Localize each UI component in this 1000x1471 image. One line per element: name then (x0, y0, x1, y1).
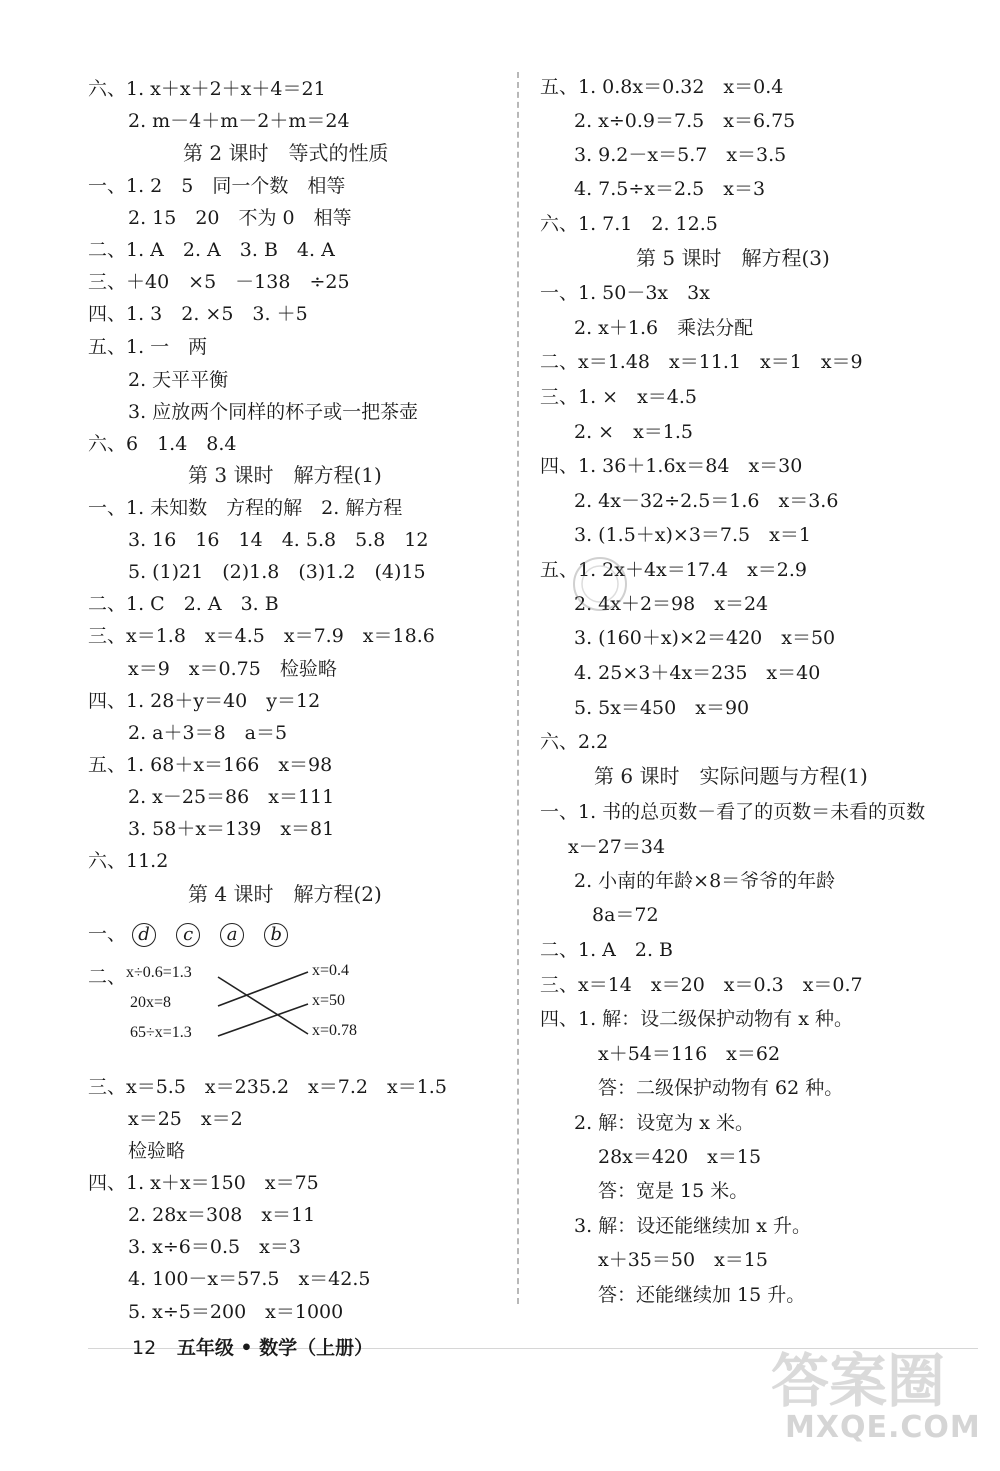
answer-line: 四、1. 3 2. ×5 3. ＋5 (88, 303, 308, 325)
answer-line: 28x＝420 x＝15 (598, 1146, 762, 1168)
answer-line: 二、x＝1.48 x＝11.1 x＝1 x＝9 (540, 351, 863, 373)
answer-line: 一、1. 50－3x 3x (540, 282, 710, 304)
circled-letter: c (176, 923, 200, 947)
answer-line: 3. 应放两个同样的杯子或一把茶壶 (128, 401, 419, 423)
answer-line: 2. 4x＋2＝98 x＝24 (574, 593, 769, 615)
answer-line: 2. x÷0.9＝7.5 x＝6.75 (574, 110, 796, 132)
answer-line: 四、1. 28＋y＝40 y＝12 (88, 690, 321, 712)
answer-line: 3. (160＋x)×2＝420 x＝50 (574, 627, 836, 649)
answer-line: 3. 16 16 14 4. 5.8 5.8 12 (128, 529, 429, 551)
answer-line: 六、6 1.4 8.4 (88, 433, 237, 455)
answer-line: 答：二级保护动物有 62 种。 (598, 1077, 844, 1099)
watermark-logo (763, 1328, 981, 1463)
answer-line: 2. a＋3＝8 a＝5 (128, 722, 288, 744)
answer-line: 4. 100－x＝57.5 x＝42.5 (128, 1268, 371, 1290)
answer-line: 五、1. 一 两 (88, 336, 208, 358)
matching-lines (88, 958, 388, 1058)
answer-line: 2. 小南的年龄×8＝爷爷的年龄 (574, 870, 836, 892)
book-title: 五年级 • 数学（上册） (176, 1337, 374, 1359)
answer-line: 五、1. 68＋x＝166 x＝98 (88, 754, 333, 776)
match-right-item: x=0.4 (312, 962, 350, 979)
circle-answer-row (88, 922, 302, 946)
answer-line: 二、1. C 2. A 3. B (88, 593, 279, 615)
answer-line: 三、x＝14 x＝20 x＝0.3 x＝0.7 (540, 974, 863, 996)
section-heading: 第 5 课时 解方程(3) (636, 246, 830, 270)
answer-line: 2. 天平平衡 (128, 369, 229, 391)
match-left-item: 65÷x=1.3 (130, 1024, 192, 1041)
answer-line: 六、1. 7.1 2. 12.5 (540, 213, 718, 235)
answer-line: 5. (1)21 (2)1.8 (3)1.2 (4)15 (128, 561, 426, 583)
answer-line: 3. x÷6＝0.5 x＝3 (128, 1236, 301, 1258)
answer-line: 4. 7.5÷x＝2.5 x＝3 (574, 178, 766, 200)
page-number: 12 (132, 1337, 157, 1359)
circled-letter: d (132, 923, 156, 947)
answer-line: x＋54＝116 x＝62 (598, 1043, 781, 1065)
match-left-item: x÷0.6=1.3 (126, 964, 192, 981)
answer-line: x＋35＝50 x＝15 (598, 1249, 768, 1271)
match-right-item: x=0.78 (312, 1022, 358, 1039)
answer-line: 3. (1.5＋x)×3＝7.5 x＝1 (574, 524, 811, 546)
answer-line: x＝25 x＝2 (128, 1108, 243, 1130)
section-heading: 第 2 课时 等式的性质 (183, 141, 389, 165)
question-number: 二、 (88, 966, 127, 988)
page-footer (132, 1333, 373, 1360)
answer-line: 2. 28x＝308 x＝11 (128, 1204, 316, 1226)
answer-line: 二、1. A 2. A 3. B 4. A (88, 239, 335, 261)
answer-line: 2. x＋1.6 乘法分配 (574, 317, 754, 339)
answer-line: 六、1. x＋x＋2＋x＋4＝21 (88, 78, 326, 100)
section-heading: 第 3 课时 解方程(1) (188, 463, 382, 487)
answer-line: x＝9 x＝0.75 检验略 (128, 658, 337, 680)
answer-line: 四、1. 解：设二级保护动物有 x 种。 (540, 1008, 853, 1030)
section-heading: 第 6 课时 实际问题与方程(1) (594, 764, 868, 788)
answer-line: 答：宽是 15 米。 (598, 1180, 749, 1202)
answer-line: 2. × x＝1.5 (574, 421, 694, 443)
answer-line: 一、1. 书的总页数－看了的页数＝未看的页数 (540, 801, 926, 823)
answer-line: 8a＝72 (592, 904, 659, 926)
matching-diagram (88, 958, 388, 1058)
watermark-url: MXQE.COM (785, 1410, 981, 1445)
answer-line: 检验略 (128, 1140, 186, 1162)
answer-line: 2. m－4＋m－2＋m＝24 (128, 110, 350, 132)
answer-line: 四、1. x＋x＝150 x＝75 (88, 1172, 319, 1194)
question-number: 一、 (88, 923, 127, 945)
answer-line: x－27＝34 (568, 836, 666, 858)
answer-line: 一、1. 未知数 方程的解 2. 解方程 (88, 497, 403, 519)
answer-line: 四、1. 36＋1.6x＝84 x＝30 (540, 455, 803, 477)
match-left-item: 20x=8 (130, 994, 172, 1011)
section-heading: 第 4 课时 解方程(2) (188, 882, 382, 906)
stamp-logo (568, 552, 632, 616)
answer-line: 五、1. 0.8x＝0.32 x＝0.4 (540, 76, 784, 98)
answer-line: 一、1. 2 5 同一个数 相等 (88, 175, 346, 197)
answer-line: 5. 5x＝450 x＝90 (574, 697, 750, 719)
answer-line: 2. 解：设宽为 x 米。 (574, 1112, 754, 1134)
answer-line: 五、1. 2x＋4x＝17.4 x＝2.9 (540, 559, 808, 581)
watermark-text: 答案圈 (771, 1347, 946, 1415)
answer-line: 三、＋40 ×5 －138 ÷25 (88, 271, 350, 293)
answer-line: 2. 15 20 不为 0 相等 (128, 207, 352, 229)
answer-line: 六、2.2 (540, 731, 609, 753)
answer-line: 3. 解：设还能继续加 x 升。 (574, 1215, 811, 1237)
answer-line: 3. 58＋x＝139 x＝81 (128, 818, 335, 840)
answer-line: 2. x－25＝86 x＝111 (128, 786, 335, 808)
match-right-item: x=50 (312, 992, 346, 1009)
answer-line: 三、x＝5.5 x＝235.2 x＝7.2 x＝1.5 (88, 1076, 447, 1098)
answer-line: 二、1. A 2. B (540, 939, 674, 961)
answer-line: 六、11.2 (88, 850, 169, 872)
circled-letter: a (220, 923, 244, 947)
answer-line: 3. 9.2－x＝5.7 x＝3.5 (574, 144, 787, 166)
answer-line: 4. 25×3＋4x＝235 x＝40 (574, 662, 821, 684)
column-divider (517, 72, 519, 1304)
answer-line: 三、x＝1.8 x＝4.5 x＝7.9 x＝18.6 (88, 625, 435, 647)
circled-letter: b (264, 923, 288, 947)
answer-line: 2. 4x－32÷2.5＝1.6 x＝3.6 (574, 490, 839, 512)
answer-line: 三、1. × x＝4.5 (540, 386, 698, 408)
answer-line: 答：还能继续加 15 升。 (598, 1284, 806, 1306)
answer-line: 5. x÷5＝200 x＝1000 (128, 1301, 344, 1323)
